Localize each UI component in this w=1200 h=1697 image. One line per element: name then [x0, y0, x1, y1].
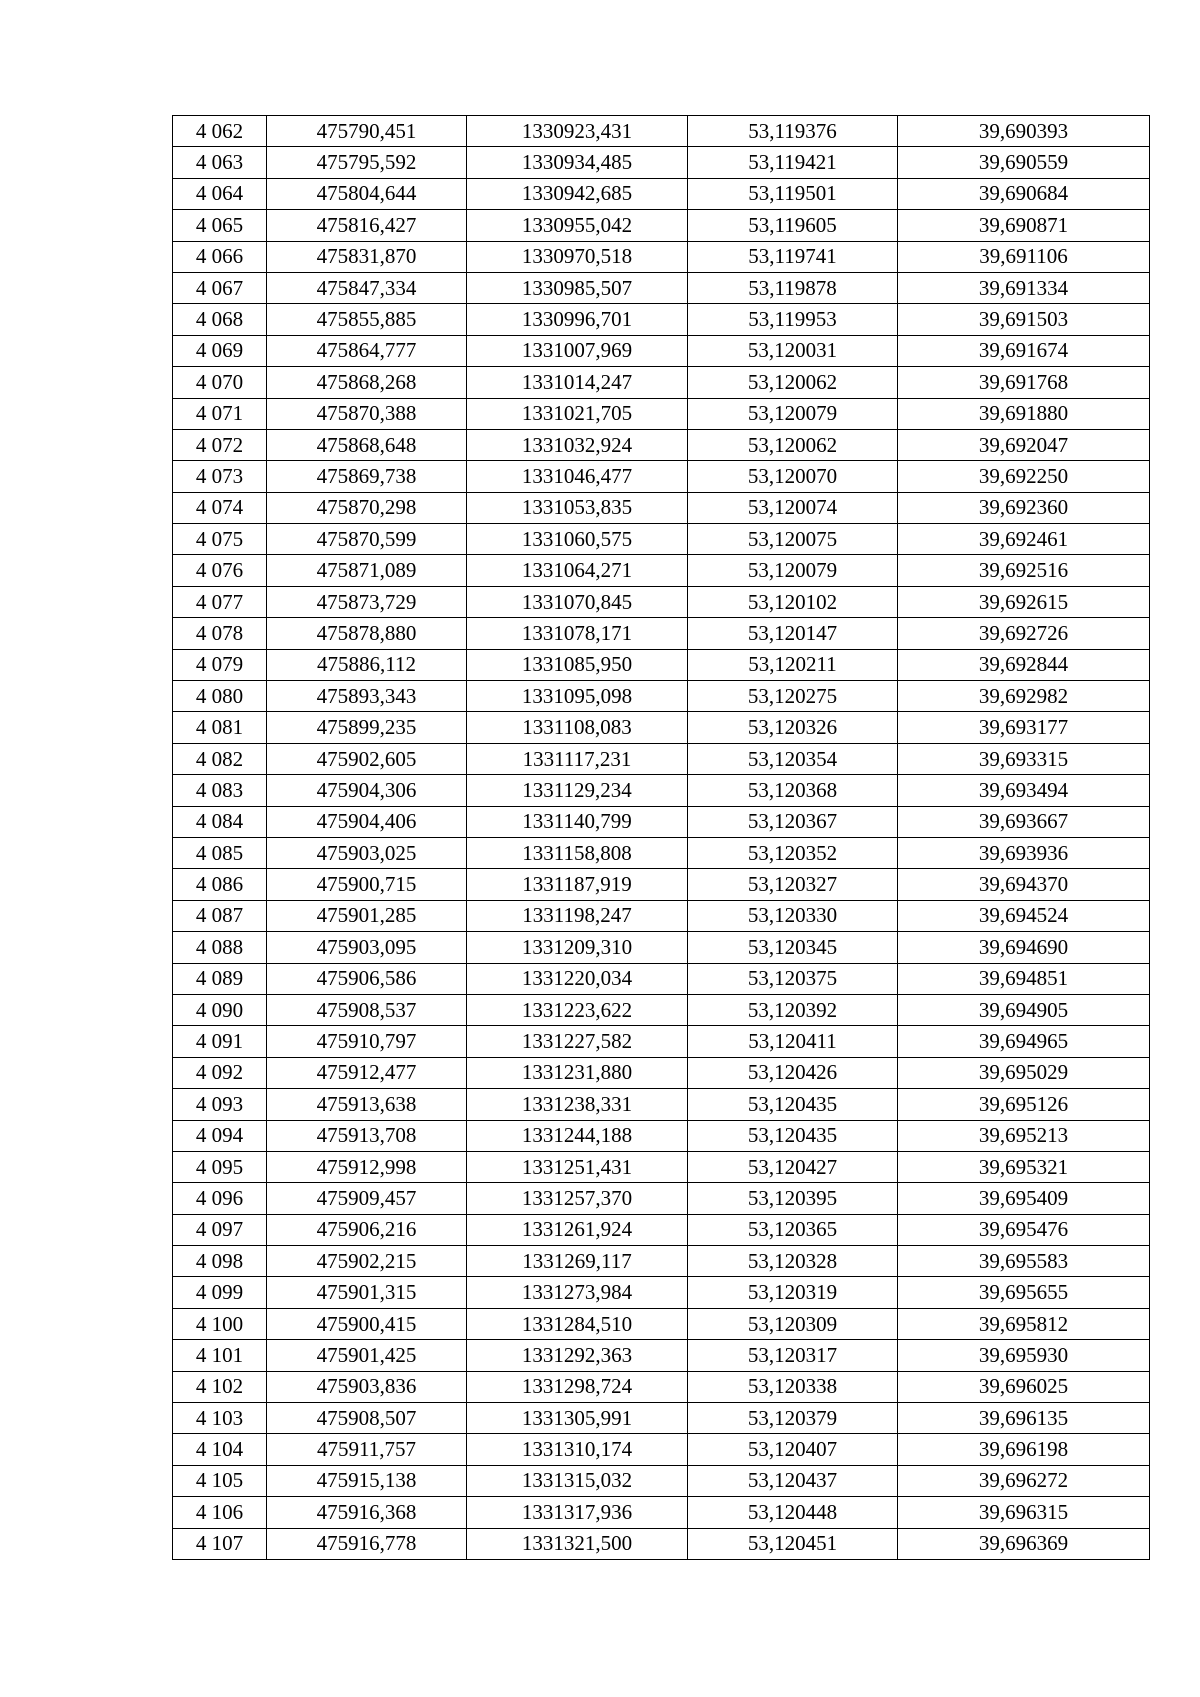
latitude-cell: 53,120070	[688, 461, 898, 492]
point-number-cell: 4 099	[173, 1277, 267, 1308]
y-coordinate-cell: 1331305,991	[467, 1403, 688, 1434]
longitude-cell: 39,690871	[898, 210, 1150, 241]
longitude-cell: 39,691106	[898, 241, 1150, 272]
latitude-cell: 53,120031	[688, 335, 898, 366]
point-number-cell: 4 080	[173, 681, 267, 712]
latitude-cell: 53,120379	[688, 1403, 898, 1434]
table-row	[173, 1340, 1150, 1371]
longitude-cell: 39,696025	[898, 1371, 1150, 1402]
latitude-cell: 53,119605	[688, 210, 898, 241]
y-coordinate-cell: 1331261,924	[467, 1214, 688, 1245]
latitude-cell: 53,120407	[688, 1434, 898, 1465]
point-number-cell: 4 086	[173, 869, 267, 900]
longitude-cell: 39,694370	[898, 869, 1150, 900]
latitude-cell: 53,119741	[688, 241, 898, 272]
latitude-cell: 53,119421	[688, 147, 898, 178]
x-coordinate-cell: 475908,537	[267, 994, 467, 1025]
table-row	[173, 1057, 1150, 1088]
y-coordinate-cell: 1330934,485	[467, 147, 688, 178]
point-number-cell: 4 093	[173, 1089, 267, 1120]
y-coordinate-cell: 1331310,174	[467, 1434, 688, 1465]
point-number-cell: 4 089	[173, 963, 267, 994]
table-row	[173, 649, 1150, 680]
y-coordinate-cell: 1331257,370	[467, 1183, 688, 1214]
y-coordinate-cell: 1330985,507	[467, 272, 688, 303]
x-coordinate-cell: 475913,708	[267, 1120, 467, 1151]
point-number-cell: 4 102	[173, 1371, 267, 1402]
coordinates-table-body	[173, 116, 1150, 1560]
point-number-cell: 4 071	[173, 398, 267, 429]
latitude-cell: 53,120354	[688, 743, 898, 774]
point-number-cell: 4 106	[173, 1497, 267, 1528]
y-coordinate-cell: 1331223,622	[467, 994, 688, 1025]
latitude-cell: 53,120079	[688, 555, 898, 586]
y-coordinate-cell: 1331298,724	[467, 1371, 688, 1402]
latitude-cell: 53,120368	[688, 775, 898, 806]
latitude-cell: 53,120448	[688, 1497, 898, 1528]
latitude-cell: 53,120327	[688, 869, 898, 900]
longitude-cell: 39,696135	[898, 1403, 1150, 1434]
table-row	[173, 1183, 1150, 1214]
x-coordinate-cell: 475903,836	[267, 1371, 467, 1402]
point-number-cell: 4 097	[173, 1214, 267, 1245]
y-coordinate-cell: 1331269,117	[467, 1246, 688, 1277]
longitude-cell: 39,695409	[898, 1183, 1150, 1214]
y-coordinate-cell: 1331273,984	[467, 1277, 688, 1308]
point-number-cell: 4 096	[173, 1183, 267, 1214]
latitude-cell: 53,120062	[688, 367, 898, 398]
x-coordinate-cell: 475911,757	[267, 1434, 467, 1465]
point-number-cell: 4 066	[173, 241, 267, 272]
y-coordinate-cell: 1330970,518	[467, 241, 688, 272]
point-number-cell: 4 104	[173, 1434, 267, 1465]
point-number-cell: 4 087	[173, 900, 267, 931]
table-row	[173, 524, 1150, 555]
longitude-cell: 39,695930	[898, 1340, 1150, 1371]
point-number-cell: 4 084	[173, 806, 267, 837]
x-coordinate-cell: 475901,285	[267, 900, 467, 931]
y-coordinate-cell: 1331053,835	[467, 492, 688, 523]
longitude-cell: 39,693494	[898, 775, 1150, 806]
table-row	[173, 1308, 1150, 1339]
latitude-cell: 53,119376	[688, 116, 898, 147]
table-row	[173, 1277, 1150, 1308]
point-number-cell: 4 064	[173, 178, 267, 209]
longitude-cell: 39,694524	[898, 900, 1150, 931]
longitude-cell: 39,690559	[898, 147, 1150, 178]
point-number-cell: 4 081	[173, 712, 267, 743]
table-row	[173, 555, 1150, 586]
latitude-cell: 53,120309	[688, 1308, 898, 1339]
latitude-cell: 53,120317	[688, 1340, 898, 1371]
table-row	[173, 932, 1150, 963]
point-number-cell: 4 072	[173, 429, 267, 460]
x-coordinate-cell: 475864,777	[267, 335, 467, 366]
longitude-cell: 39,696198	[898, 1434, 1150, 1465]
point-number-cell: 4 063	[173, 147, 267, 178]
point-number-cell: 4 092	[173, 1057, 267, 1088]
latitude-cell: 53,120375	[688, 963, 898, 994]
latitude-cell: 53,120426	[688, 1057, 898, 1088]
x-coordinate-cell: 475795,592	[267, 147, 467, 178]
latitude-cell: 53,120147	[688, 618, 898, 649]
y-coordinate-cell: 1331284,510	[467, 1308, 688, 1339]
y-coordinate-cell: 1331085,950	[467, 649, 688, 680]
point-number-cell: 4 078	[173, 618, 267, 649]
point-number-cell: 4 062	[173, 116, 267, 147]
latitude-cell: 53,120427	[688, 1151, 898, 1182]
longitude-cell: 39,692615	[898, 586, 1150, 617]
longitude-cell: 39,691768	[898, 367, 1150, 398]
longitude-cell: 39,691674	[898, 335, 1150, 366]
x-coordinate-cell: 475913,638	[267, 1089, 467, 1120]
x-coordinate-cell: 475908,507	[267, 1403, 467, 1434]
y-coordinate-cell: 1330923,431	[467, 116, 688, 147]
x-coordinate-cell: 475901,425	[267, 1340, 467, 1371]
x-coordinate-cell: 475906,586	[267, 963, 467, 994]
table-row	[173, 1246, 1150, 1277]
table-row	[173, 304, 1150, 335]
longitude-cell: 39,692360	[898, 492, 1150, 523]
x-coordinate-cell: 475902,215	[267, 1246, 467, 1277]
longitude-cell: 39,695583	[898, 1246, 1150, 1277]
table-row	[173, 147, 1150, 178]
point-number-cell: 4 065	[173, 210, 267, 241]
table-row	[173, 178, 1150, 209]
x-coordinate-cell: 475855,885	[267, 304, 467, 335]
longitude-cell: 39,695655	[898, 1277, 1150, 1308]
longitude-cell: 39,692982	[898, 681, 1150, 712]
y-coordinate-cell: 1330942,685	[467, 178, 688, 209]
y-coordinate-cell: 1331315,032	[467, 1465, 688, 1496]
y-coordinate-cell: 1331078,171	[467, 618, 688, 649]
y-coordinate-cell: 1331117,231	[467, 743, 688, 774]
table-row	[173, 1371, 1150, 1402]
point-number-cell: 4 101	[173, 1340, 267, 1371]
y-coordinate-cell: 1331317,936	[467, 1497, 688, 1528]
point-number-cell: 4 068	[173, 304, 267, 335]
longitude-cell: 39,695126	[898, 1089, 1150, 1120]
latitude-cell: 53,120365	[688, 1214, 898, 1245]
longitude-cell: 39,690393	[898, 116, 1150, 147]
y-coordinate-cell: 1331140,799	[467, 806, 688, 837]
point-number-cell: 4 083	[173, 775, 267, 806]
latitude-cell: 53,119501	[688, 178, 898, 209]
latitude-cell: 53,120435	[688, 1089, 898, 1120]
table-row	[173, 1528, 1150, 1559]
latitude-cell: 53,120392	[688, 994, 898, 1025]
table-row	[173, 618, 1150, 649]
y-coordinate-cell: 1331032,924	[467, 429, 688, 460]
table-row	[173, 1089, 1150, 1120]
latitude-cell: 53,120102	[688, 586, 898, 617]
table-row	[173, 335, 1150, 366]
longitude-cell: 39,693177	[898, 712, 1150, 743]
point-number-cell: 4 095	[173, 1151, 267, 1182]
latitude-cell: 53,120338	[688, 1371, 898, 1402]
table-row	[173, 210, 1150, 241]
longitude-cell: 39,694905	[898, 994, 1150, 1025]
longitude-cell: 39,695029	[898, 1057, 1150, 1088]
x-coordinate-cell: 475902,605	[267, 743, 467, 774]
x-coordinate-cell: 475900,715	[267, 869, 467, 900]
table-row	[173, 1120, 1150, 1151]
x-coordinate-cell: 475870,388	[267, 398, 467, 429]
x-coordinate-cell: 475910,797	[267, 1026, 467, 1057]
x-coordinate-cell: 475909,457	[267, 1183, 467, 1214]
y-coordinate-cell: 1331321,500	[467, 1528, 688, 1559]
longitude-cell: 39,693667	[898, 806, 1150, 837]
x-coordinate-cell: 475847,334	[267, 272, 467, 303]
y-coordinate-cell: 1331220,034	[467, 963, 688, 994]
longitude-cell: 39,692516	[898, 555, 1150, 586]
longitude-cell: 39,693936	[898, 837, 1150, 868]
table-row	[173, 272, 1150, 303]
point-number-cell: 4 094	[173, 1120, 267, 1151]
point-number-cell: 4 085	[173, 837, 267, 868]
table-row	[173, 1497, 1150, 1528]
table-row	[173, 712, 1150, 743]
x-coordinate-cell: 475886,112	[267, 649, 467, 680]
y-coordinate-cell: 1331251,431	[467, 1151, 688, 1182]
table-row	[173, 429, 1150, 460]
longitude-cell: 39,696315	[898, 1497, 1150, 1528]
latitude-cell: 53,120326	[688, 712, 898, 743]
table-row	[173, 837, 1150, 868]
x-coordinate-cell: 475904,406	[267, 806, 467, 837]
y-coordinate-cell: 1331187,919	[467, 869, 688, 900]
x-coordinate-cell: 475831,870	[267, 241, 467, 272]
x-coordinate-cell: 475906,216	[267, 1214, 467, 1245]
point-number-cell: 4 074	[173, 492, 267, 523]
table-row	[173, 994, 1150, 1025]
x-coordinate-cell: 475903,095	[267, 932, 467, 963]
table-row	[173, 1026, 1150, 1057]
x-coordinate-cell: 475912,477	[267, 1057, 467, 1088]
point-number-cell: 4 103	[173, 1403, 267, 1434]
y-coordinate-cell: 1331244,188	[467, 1120, 688, 1151]
x-coordinate-cell: 475816,427	[267, 210, 467, 241]
point-number-cell: 4 088	[173, 932, 267, 963]
x-coordinate-cell: 475871,089	[267, 555, 467, 586]
x-coordinate-cell: 475915,138	[267, 1465, 467, 1496]
x-coordinate-cell: 475903,025	[267, 837, 467, 868]
table-row	[173, 586, 1150, 617]
point-number-cell: 4 077	[173, 586, 267, 617]
y-coordinate-cell: 1331238,331	[467, 1089, 688, 1120]
latitude-cell: 53,119878	[688, 272, 898, 303]
table-row	[173, 1151, 1150, 1182]
x-coordinate-cell: 475873,729	[267, 586, 467, 617]
latitude-cell: 53,120074	[688, 492, 898, 523]
latitude-cell: 53,120275	[688, 681, 898, 712]
longitude-cell: 39,691880	[898, 398, 1150, 429]
table-row	[173, 367, 1150, 398]
latitude-cell: 53,120367	[688, 806, 898, 837]
longitude-cell: 39,692726	[898, 618, 1150, 649]
y-coordinate-cell: 1331046,477	[467, 461, 688, 492]
x-coordinate-cell: 475900,415	[267, 1308, 467, 1339]
latitude-cell: 53,119953	[688, 304, 898, 335]
longitude-cell: 39,695213	[898, 1120, 1150, 1151]
latitude-cell: 53,120435	[688, 1120, 898, 1151]
latitude-cell: 53,120319	[688, 1277, 898, 1308]
latitude-cell: 53,120330	[688, 900, 898, 931]
latitude-cell: 53,120345	[688, 932, 898, 963]
x-coordinate-cell: 475869,738	[267, 461, 467, 492]
x-coordinate-cell: 475868,648	[267, 429, 467, 460]
point-number-cell: 4 069	[173, 335, 267, 366]
point-number-cell: 4 070	[173, 367, 267, 398]
table-row	[173, 743, 1150, 774]
table-row	[173, 806, 1150, 837]
point-number-cell: 4 079	[173, 649, 267, 680]
y-coordinate-cell: 1331007,969	[467, 335, 688, 366]
latitude-cell: 53,120062	[688, 429, 898, 460]
x-coordinate-cell: 475804,644	[267, 178, 467, 209]
longitude-cell: 39,693315	[898, 743, 1150, 774]
longitude-cell: 39,691503	[898, 304, 1150, 335]
longitude-cell: 39,692844	[898, 649, 1150, 680]
x-coordinate-cell: 475904,306	[267, 775, 467, 806]
y-coordinate-cell: 1331129,234	[467, 775, 688, 806]
point-number-cell: 4 105	[173, 1465, 267, 1496]
latitude-cell: 53,120395	[688, 1183, 898, 1214]
y-coordinate-cell: 1331198,247	[467, 900, 688, 931]
longitude-cell: 39,691334	[898, 272, 1150, 303]
x-coordinate-cell: 475916,778	[267, 1528, 467, 1559]
x-coordinate-cell: 475790,451	[267, 116, 467, 147]
table-row	[173, 775, 1150, 806]
longitude-cell: 39,690684	[898, 178, 1150, 209]
y-coordinate-cell: 1331064,271	[467, 555, 688, 586]
table-row	[173, 1465, 1150, 1496]
table-row	[173, 116, 1150, 147]
latitude-cell: 53,120328	[688, 1246, 898, 1277]
point-number-cell: 4 082	[173, 743, 267, 774]
table-row	[173, 1214, 1150, 1245]
x-coordinate-cell: 475916,368	[267, 1497, 467, 1528]
x-coordinate-cell: 475893,343	[267, 681, 467, 712]
latitude-cell: 53,120411	[688, 1026, 898, 1057]
table-row	[173, 1403, 1150, 1434]
y-coordinate-cell: 1331021,705	[467, 398, 688, 429]
point-number-cell: 4 098	[173, 1246, 267, 1277]
x-coordinate-cell: 475912,998	[267, 1151, 467, 1182]
point-number-cell: 4 100	[173, 1308, 267, 1339]
longitude-cell: 39,695476	[898, 1214, 1150, 1245]
longitude-cell: 39,692461	[898, 524, 1150, 555]
y-coordinate-cell: 1331292,363	[467, 1340, 688, 1371]
longitude-cell: 39,695321	[898, 1151, 1150, 1182]
table-row	[173, 681, 1150, 712]
longitude-cell: 39,696272	[898, 1465, 1150, 1496]
y-coordinate-cell: 1331095,098	[467, 681, 688, 712]
table-row	[173, 492, 1150, 523]
x-coordinate-cell: 475870,298	[267, 492, 467, 523]
longitude-cell: 39,694690	[898, 932, 1150, 963]
y-coordinate-cell: 1331227,582	[467, 1026, 688, 1057]
y-coordinate-cell: 1331014,247	[467, 367, 688, 398]
latitude-cell: 53,120352	[688, 837, 898, 868]
y-coordinate-cell: 1331231,880	[467, 1057, 688, 1088]
x-coordinate-cell: 475899,235	[267, 712, 467, 743]
y-coordinate-cell: 1331209,310	[467, 932, 688, 963]
latitude-cell: 53,120079	[688, 398, 898, 429]
y-coordinate-cell: 1330996,701	[467, 304, 688, 335]
point-number-cell: 4 073	[173, 461, 267, 492]
x-coordinate-cell: 475868,268	[267, 367, 467, 398]
y-coordinate-cell: 1331158,808	[467, 837, 688, 868]
longitude-cell: 39,694851	[898, 963, 1150, 994]
y-coordinate-cell: 1331108,083	[467, 712, 688, 743]
x-coordinate-cell: 475870,599	[267, 524, 467, 555]
y-coordinate-cell: 1331070,845	[467, 586, 688, 617]
table-row	[173, 241, 1150, 272]
y-coordinate-cell: 1331060,575	[467, 524, 688, 555]
table-row	[173, 1434, 1150, 1465]
latitude-cell: 53,120451	[688, 1528, 898, 1559]
longitude-cell: 39,695812	[898, 1308, 1150, 1339]
y-coordinate-cell: 1330955,042	[467, 210, 688, 241]
point-number-cell: 4 091	[173, 1026, 267, 1057]
table-row	[173, 398, 1150, 429]
point-number-cell: 4 107	[173, 1528, 267, 1559]
point-number-cell: 4 075	[173, 524, 267, 555]
longitude-cell: 39,692047	[898, 429, 1150, 460]
longitude-cell: 39,696369	[898, 1528, 1150, 1559]
point-number-cell: 4 076	[173, 555, 267, 586]
table-row	[173, 869, 1150, 900]
coordinates-table	[172, 115, 1150, 1560]
latitude-cell: 53,120437	[688, 1465, 898, 1496]
table-row	[173, 900, 1150, 931]
x-coordinate-cell: 475878,880	[267, 618, 467, 649]
table-row	[173, 963, 1150, 994]
latitude-cell: 53,120211	[688, 649, 898, 680]
x-coordinate-cell: 475901,315	[267, 1277, 467, 1308]
point-number-cell: 4 067	[173, 272, 267, 303]
longitude-cell: 39,694965	[898, 1026, 1150, 1057]
table-row	[173, 461, 1150, 492]
longitude-cell: 39,692250	[898, 461, 1150, 492]
latitude-cell: 53,120075	[688, 524, 898, 555]
point-number-cell: 4 090	[173, 994, 267, 1025]
